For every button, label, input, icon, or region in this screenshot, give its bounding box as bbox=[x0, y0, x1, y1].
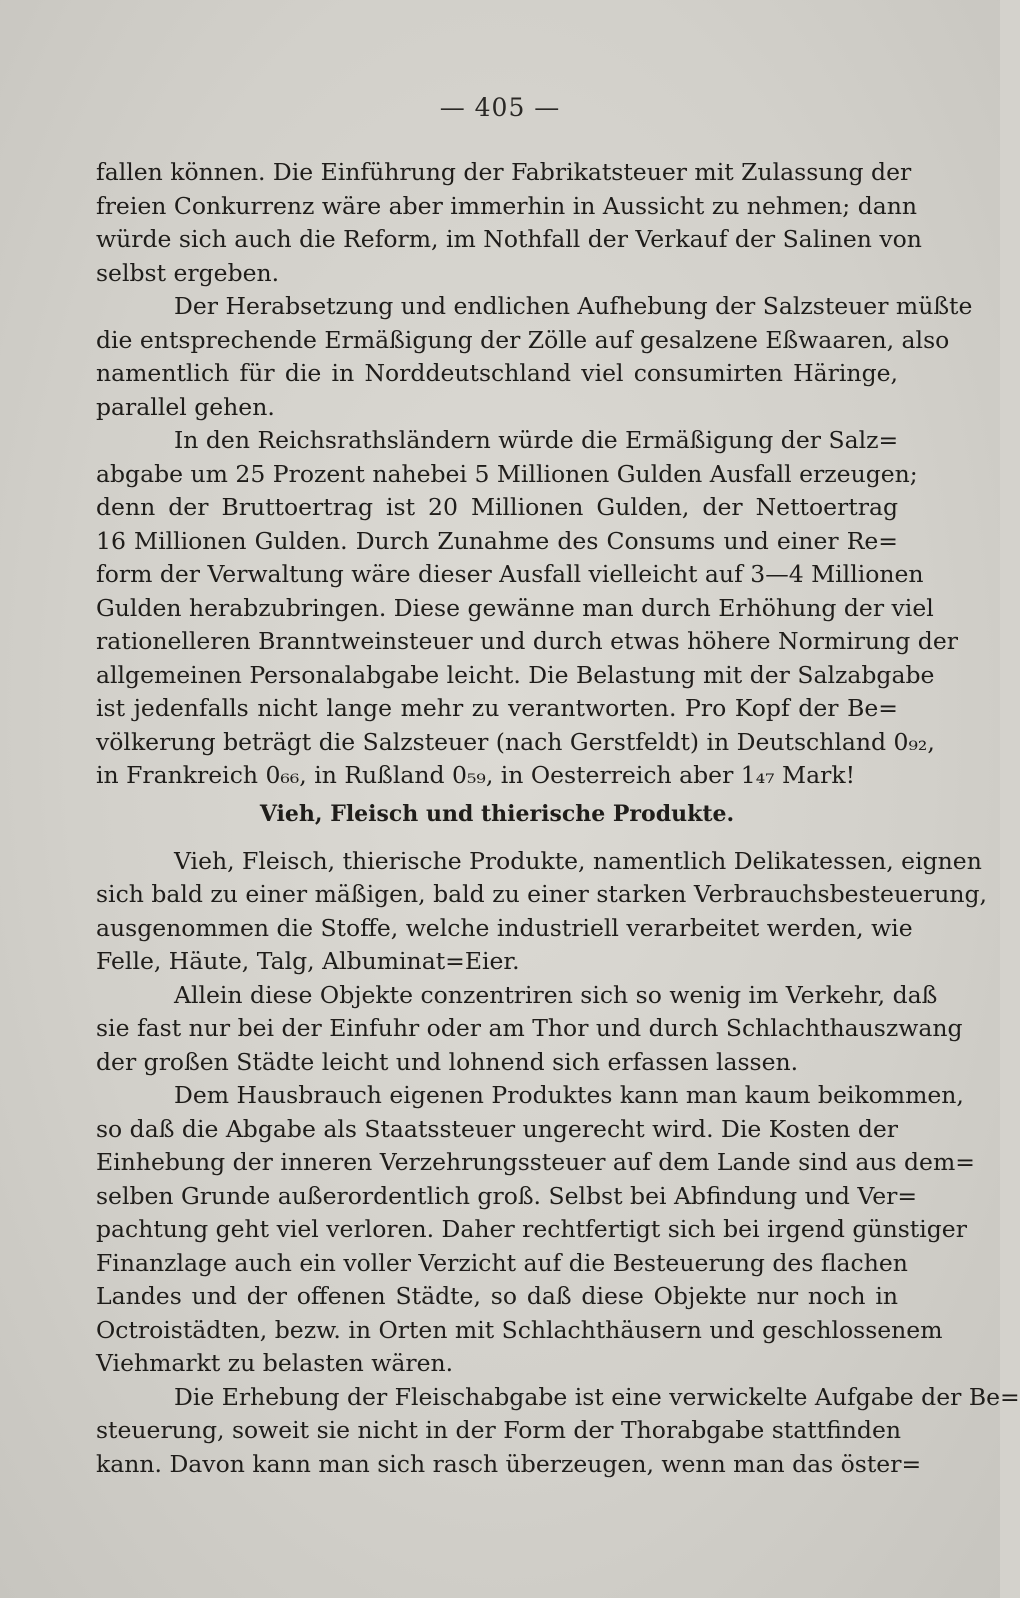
text-line: sich bald zu einer mäßigen, bald zu einer starken Verbrauchsbesteuerung, bbox=[96, 880, 988, 908]
text-line: Viehmarkt zu belasten wären. bbox=[96, 1349, 454, 1377]
text-line: Die Erhebung der Fleischabgabe ist eine verwickelte Aufgabe der Be= bbox=[174, 1382, 1020, 1411]
text-line: selbst ergeben. bbox=[96, 258, 280, 287]
text-line: kann. Davon kann man sich rasch überzeugen, wenn man das öster= bbox=[96, 1449, 922, 1478]
text-line: Octroistädten, bezw. in Orten mit Schlachthäusern und geschlossenem bbox=[96, 1315, 943, 1344]
text-line: Landes und der offenen Städte, so daß diese Objekte nur noch in bbox=[96, 1282, 898, 1310]
section-heading: Vieh, Fleisch und thierische Produkte. bbox=[259, 800, 735, 827]
text-line: 16 Millionen Gulden. Durch Zunahme des Consums und einer Re= bbox=[96, 526, 898, 555]
text-line: so daß die Abgabe als Staatssteuer ungerecht wird. Die Kosten der bbox=[96, 1114, 899, 1143]
text-line: sie fast nur bei der Einfuhr oder am Thor und durch Schlachthauszwang bbox=[96, 1014, 963, 1042]
text-line: Allein diese Objekte conzentriren sich so wenig im Verkehr, daß bbox=[174, 980, 938, 1009]
page-number: — 405 — bbox=[439, 93, 561, 122]
text-line: Der Herabsetzung und endlichen Aufhebung der Salzsteuer müßte bbox=[174, 292, 973, 320]
text-line: die entsprechende Ermäßigung der Zölle auf gesalzene Eßwaaren, also bbox=[96, 325, 950, 354]
text-line: parallel gehen. bbox=[96, 392, 275, 421]
text-line: ist jedenfalls nicht lange mehr zu verantworten. Pro Kopf der Be= bbox=[96, 694, 898, 722]
text-line: steuerung, soweit sie nicht in der Form der Thorabgabe stattfinden bbox=[96, 1416, 902, 1444]
text-line: abgabe um 25 Prozent nahebei 5 Millionen Gulden Ausfall erzeugen; bbox=[96, 459, 918, 488]
text-line: der großen Städte leicht und lohnend sich erfassen lassen. bbox=[96, 1047, 799, 1076]
text-line: Finanzlage auch ein voller Verzicht auf die Besteuerung des flachen bbox=[96, 1248, 908, 1277]
text-line: fallen können. Die Einführung der Fabrikatsteuer mit Zulassung der bbox=[96, 158, 912, 186]
text-line: ausgenommen die Stoffe, welche industriell verarbeitet werden, wie bbox=[96, 913, 913, 942]
text-line: freien Conkurrenz wäre aber immerhin in Aussicht zu nehmen; dann bbox=[96, 191, 918, 220]
text-line: In den Reichsrathsländern würde die Ermäßigung der Salz= bbox=[174, 426, 899, 454]
text-line: völkerung beträgt die Salzsteuer (nach Gerstfeldt) in Deutschland 0₉₂, bbox=[96, 727, 935, 756]
text-line: in Frankreich 0₆₆, in Rußland 0₅₉, in Oesterreich aber 1₄₇ Mark! bbox=[96, 761, 856, 789]
text-line: namentlich für die in Norddeutschland viel consumirten Häringe, bbox=[96, 359, 898, 387]
text-line: rationelleren Branntweinsteuer und durch etwas höhere Normirung der bbox=[96, 627, 958, 655]
text-line: form der Verwaltung wäre dieser Ausfall vielleicht auf 3—4 Millionen bbox=[96, 560, 924, 588]
text-line: pachtung geht viel verloren. Daher rechtfertigt sich bei irgend günstiger bbox=[96, 1215, 967, 1243]
text-line: allgemeinen Personalabgabe leicht. Die Belastung mit der Salzabgabe bbox=[96, 660, 935, 689]
text-line: denn der Bruttoertrag ist 20 Millionen Gulden, der Nettoertrag bbox=[96, 493, 898, 521]
text-line: selben Grunde außerordentlich groß. Selbst bei Abfindung und Ver= bbox=[96, 1181, 918, 1210]
text-line: Felle, Häute, Talg, Albuminat=Eier. bbox=[96, 947, 520, 975]
body-text bbox=[96, 156, 1020, 1481]
text-line: Einhebung der inneren Verzehrungssteuer auf dem Lande sind aus dem= bbox=[96, 1148, 975, 1176]
text-line: Gulden herabzubringen. Diese gewänne man durch Erhöhung der viel bbox=[96, 593, 934, 622]
text-line: würde sich auch die Reform, im Nothfall der Verkauf der Salinen von bbox=[96, 225, 922, 253]
text-line: Dem Hausbrauch eigenen Produktes kann man kaum beikommen, bbox=[174, 1081, 964, 1109]
text-line: Vieh, Fleisch, thierische Produkte, namentlich Delikatessen, eignen bbox=[174, 846, 982, 875]
